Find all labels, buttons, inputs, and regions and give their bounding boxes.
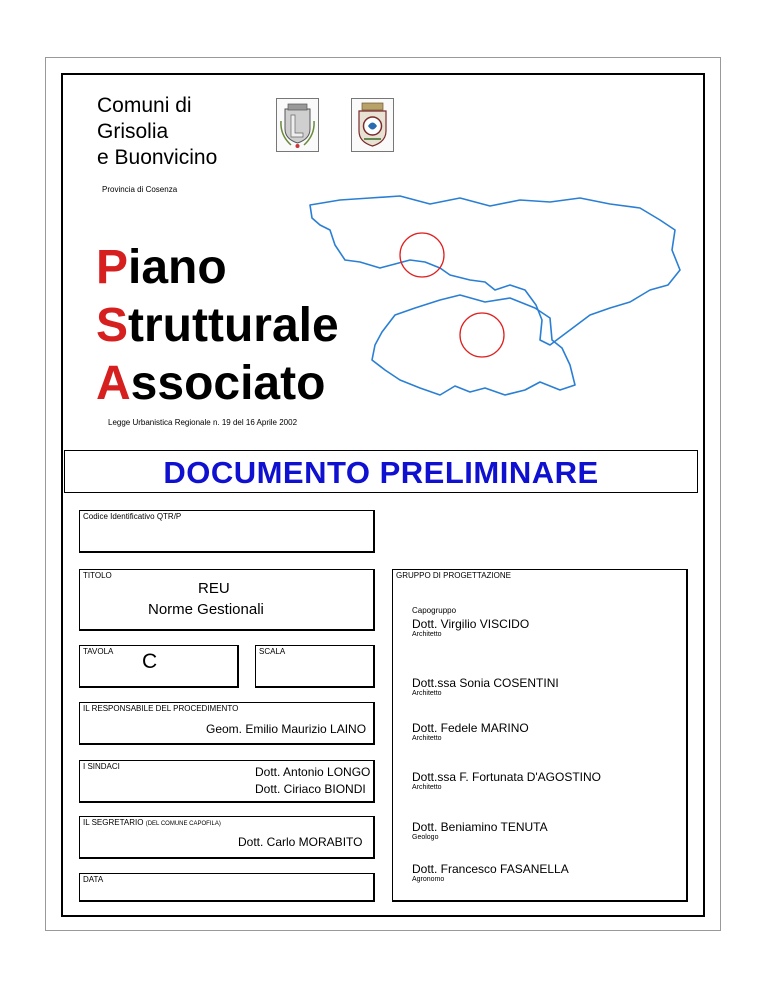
titolo-field (79, 569, 375, 631)
comuni-title (97, 93, 217, 171)
title-rest: trutturale (128, 299, 339, 352)
member-name: Dott. Beniamino TENUTA (412, 820, 548, 834)
member-name: Dott. Virgilio VISCIDO (412, 617, 530, 631)
member-role: Agronomo (412, 876, 445, 883)
comuni-line: e Buonvicino (97, 146, 218, 169)
data-label: DATA (83, 875, 104, 884)
tavola-field (79, 645, 239, 688)
member-role: Architetto (412, 631, 442, 638)
map-circle-south (460, 313, 504, 357)
segretario-label: IL SEGRETARIO (83, 818, 144, 827)
member-name: Dott.ssa F. Fortunata D'AGOSTINO (412, 770, 602, 784)
codice-field (79, 510, 375, 553)
crest-grisolia (276, 98, 319, 152)
member-name: Dott. Francesco FASANELLA (412, 862, 569, 876)
document-title-box (64, 450, 698, 493)
member-role: Architetto (412, 784, 442, 791)
map-outline-south (372, 295, 575, 395)
legge-reference: Legge Urbanistica Regionale n. 19 del 16 Aprile 2002 (108, 418, 298, 427)
tavola-label: TAVOLA (83, 647, 114, 656)
title-initial: A (96, 357, 131, 410)
member-role: Architetto (412, 735, 442, 742)
member-role: Geologo (412, 834, 439, 841)
provincia-label: Provincia di Cosenza (102, 185, 178, 194)
responsabile-value: Geom. Emilio Maurizio LAINO (206, 722, 367, 736)
titolo-line2: Norme Gestionali (148, 601, 264, 618)
capogruppo-label: Capogruppo (412, 606, 457, 615)
titolo-label: TITOLO (83, 571, 112, 580)
title-initial: S (96, 299, 129, 352)
scala-field (255, 645, 375, 688)
segretario-field (79, 816, 375, 859)
title-word-strutturale (96, 298, 339, 354)
titolo-line1: REU (198, 580, 230, 597)
title-word-piano (96, 240, 227, 296)
title-rest: iano (128, 241, 227, 294)
sindaci-label: I SINDACI (83, 762, 120, 771)
sindaci-field (79, 760, 375, 803)
gruppo-progettazione (392, 569, 688, 902)
title-word-associato (96, 356, 325, 412)
territory-map (300, 190, 690, 400)
comuni-line: Comuni di (97, 94, 192, 117)
segretario-label-group (83, 818, 221, 827)
segretario-value: Dott. Carlo MORABITO (238, 835, 363, 849)
map-circle-north (400, 233, 444, 277)
responsabile-label: IL RESPONSABILE DEL PROCEDIMENTO (83, 704, 239, 713)
comuni-line: Grisolia (97, 120, 169, 143)
scala-label: SCALA (259, 647, 286, 656)
member-name: Dott. Fedele MARINO (412, 721, 529, 735)
member-role: Architetto (412, 690, 442, 697)
title-initial: P (96, 241, 129, 294)
crest-buonvicino (351, 98, 394, 152)
codice-label: Codice Identificativo QTR/P (83, 512, 182, 521)
segretario-sub: (DEL COMUNE CAPOFILA) (145, 821, 221, 827)
data-field (79, 873, 375, 902)
gruppo-label: GRUPPO DI PROGETTAZIONE (396, 571, 511, 580)
tavola-value: C (142, 650, 158, 673)
title-rest: ssociato (130, 357, 326, 410)
map-outline-north (310, 196, 680, 345)
sindaco-2: Dott. Ciriaco BIONDI (255, 782, 366, 796)
sindaco-1: Dott. Antonio LONGO (255, 765, 371, 779)
document-title: DOCUMENTO PRELIMINARE (163, 455, 599, 490)
responsabile-field (79, 702, 375, 745)
member-name: Dott.ssa Sonia COSENTINI (412, 676, 559, 690)
